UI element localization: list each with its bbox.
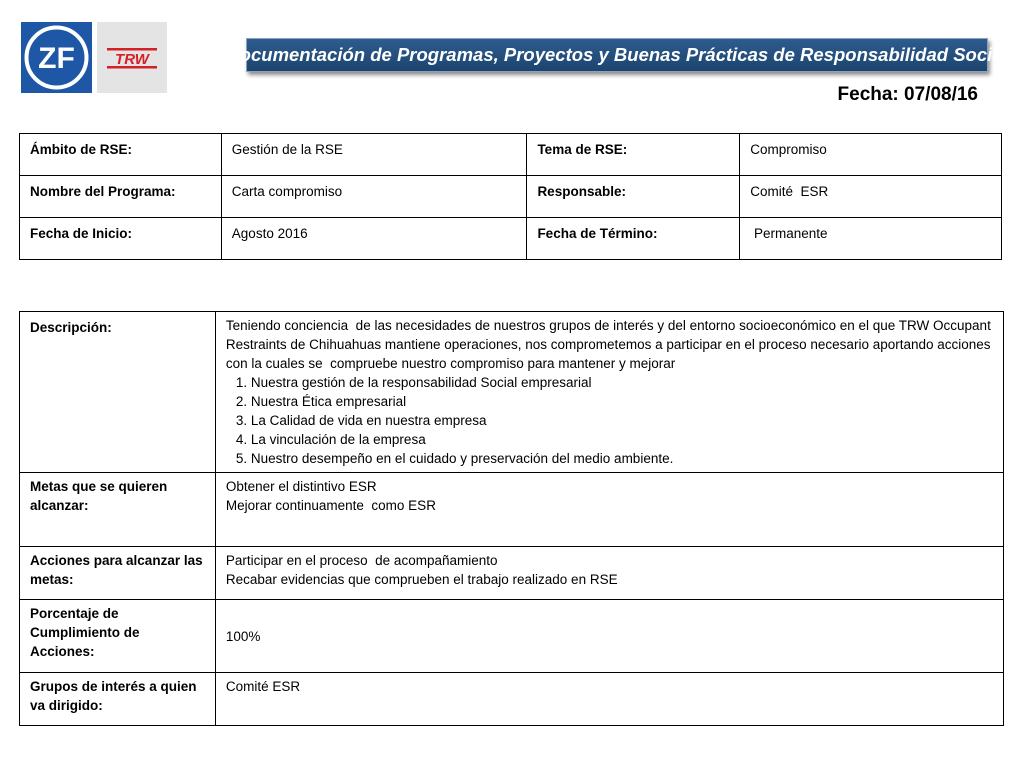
nombre-label: Nombre del Programa: (20, 176, 222, 218)
table-row (20, 673, 1004, 726)
tema-value: Compromiso (740, 134, 1002, 176)
zf-logo-icon (21, 22, 92, 93)
descripcion-list (226, 373, 993, 468)
table-row (20, 600, 1004, 673)
nombre-value: Carta compromiso (221, 176, 527, 218)
inicio-value: Agosto 2016 (221, 218, 527, 260)
trw-logo-icon (97, 22, 167, 93)
descripcion-text: Teniendo conciencia de las necesidades de nuestros grupos de interés y del entorno socioeconómico en el que TRW Occupant Restraints de Chihuahuas mantiene operaciones, nos comprometemos a participar en el proceso necesario aportando acciones con la cuales se compruebe nuestro compromiso para mantener y mejorar (225, 318, 995, 371)
metas-cell (215, 473, 1003, 547)
acciones-cell (215, 547, 1003, 600)
trw-logo (97, 22, 167, 93)
inicio-label: Fecha de Inicio: (20, 218, 222, 260)
acciones-line: Participar en el proceso de acompañamiento (225, 553, 498, 568)
metas-label: Metas que se quieren alcanzar: (20, 473, 216, 547)
page-title: Documentación de Programas, Proyectos y Buenas Prácticas de Responsabilidad Social (226, 44, 1008, 65)
list-item: 5. Nuestro desempeño en el cuidado y preservación del medio ambiente. (251, 449, 993, 468)
table-row (20, 473, 1004, 547)
metas-line: Obtener el distintivo ESR (225, 479, 377, 494)
termino-value: Permanente (740, 218, 1002, 260)
responsable-label: Responsable: (527, 176, 740, 218)
title-banner (226, 38, 1008, 72)
tema-label: Tema de RSE: (527, 134, 740, 176)
list-item: 4. La vinculación de la empresa (251, 430, 993, 449)
zf-logo-text: ZF (38, 42, 75, 75)
list-item: 2. Nuestra Ética empresarial (251, 392, 993, 411)
acciones-line: Recabar evidencias que comprueben el trabajo realizado en RSE (225, 572, 618, 587)
ambito-label: Ámbito de RSE: (20, 134, 222, 176)
table-row (20, 218, 1002, 260)
metas-line: Mejorar continuamente como ESR (225, 498, 436, 513)
table-row (20, 134, 1002, 176)
program-details-table (19, 311, 1004, 726)
program-info-table (19, 133, 1002, 260)
termino-label: Fecha de Término: (527, 218, 740, 260)
descripcion-label: Descripción: (20, 312, 216, 473)
grupos-label: Grupos de interés a quien va dirigido: (20, 673, 216, 726)
list-item: 3. La Calidad de vida en nuestra empresa (251, 411, 993, 430)
table-row (20, 176, 1002, 218)
table-row (20, 312, 1004, 473)
grupos-value: Comité ESR (215, 673, 1003, 726)
responsable-value: Comité ESR (740, 176, 1002, 218)
porcentaje-label: Porcentaje de Cumplimiento de Acciones: (20, 600, 216, 673)
zf-logo (21, 22, 92, 93)
trw-logo-text: TRW (115, 51, 149, 68)
porcentaje-value: 100% (215, 600, 1003, 673)
acciones-label: Acciones para alcanzar las metas: (20, 547, 216, 600)
table-row (20, 547, 1004, 600)
descripcion-cell (215, 312, 1003, 473)
ambito-value: Gestión de la RSE (221, 134, 527, 176)
list-item: 1. Nuestra gestión de la responsabilidad Social empresarial (251, 373, 993, 392)
document-date: Fecha: 07/08/16 (837, 84, 978, 105)
